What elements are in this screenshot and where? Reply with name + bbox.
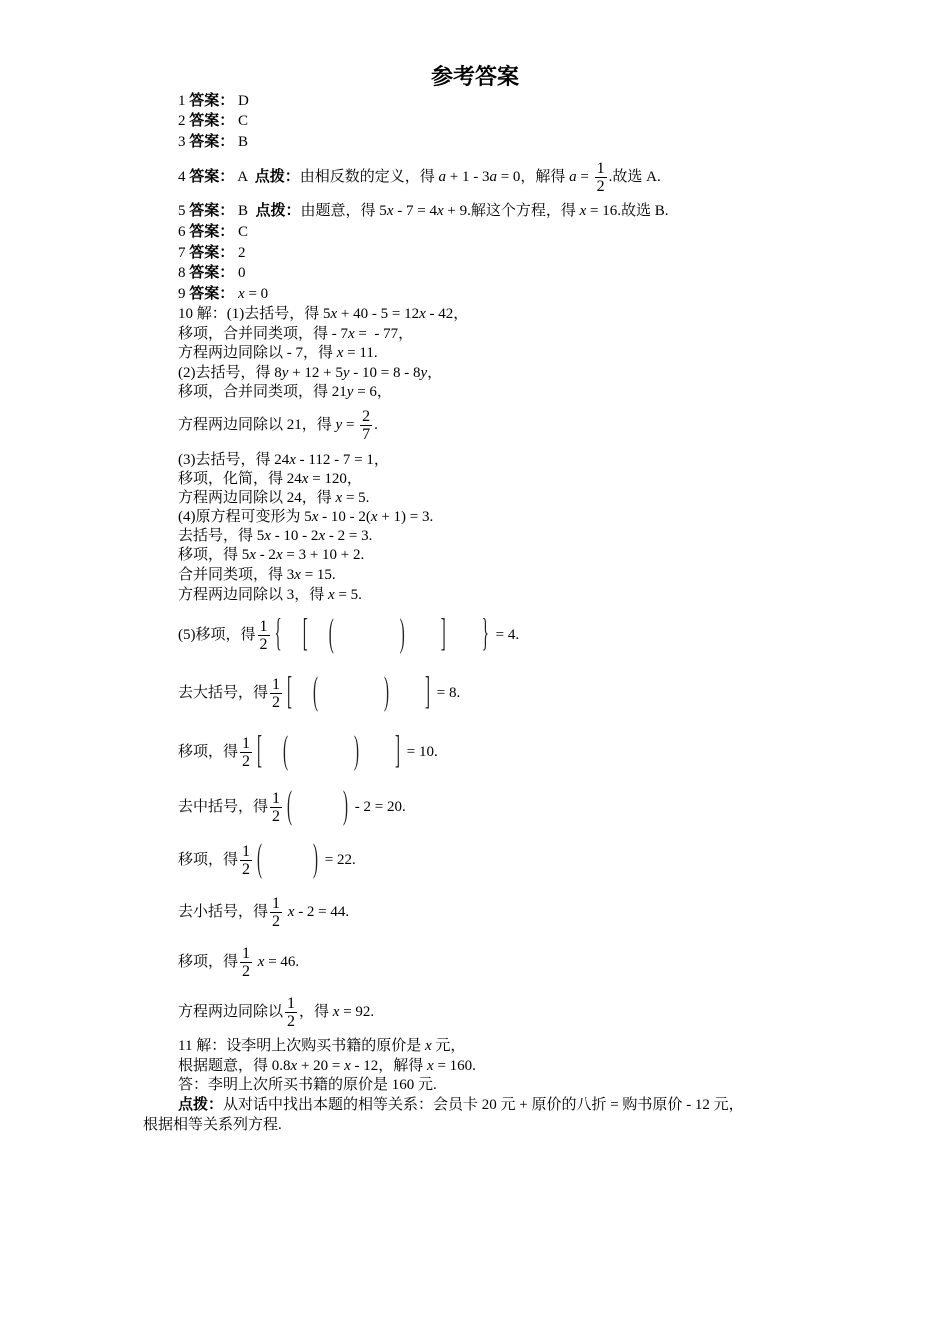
fraction [240, 945, 252, 980]
fraction [285, 995, 297, 1030]
text-run: = - 77， [354, 326, 414, 342]
text-run: 方程两边同除以 3，得 [178, 587, 329, 603]
math-variable: x [290, 1058, 298, 1074]
text-line [178, 284, 268, 304]
text-run: = 15. [300, 567, 336, 583]
math-variable: x [275, 547, 283, 563]
text-line [178, 672, 461, 714]
bold-label: 答案： [189, 93, 235, 109]
text-run: 7 [178, 245, 190, 261]
bracket: ] [395, 731, 401, 773]
fraction-numerator: 1 [242, 944, 251, 962]
text-line [178, 343, 378, 363]
text-run: 4 [178, 169, 190, 185]
text-run: .故选 A. [608, 169, 661, 185]
text-line [178, 222, 248, 242]
fraction-numerator: 1 [259, 617, 268, 635]
fraction-numerator: 1 [272, 675, 281, 693]
bold-label: 点拨： [254, 169, 300, 185]
bracket: ( [328, 614, 334, 656]
fraction-numerator: 1 [596, 159, 605, 177]
text-run: = 0，解得 [496, 169, 570, 185]
text-run: 根据相等关系列方程. [143, 1117, 282, 1133]
text-line [178, 614, 520, 656]
text-run: - 10 = 8 - 8 [349, 365, 421, 381]
math-variable: x [370, 509, 378, 525]
text-line [178, 1075, 437, 1095]
bracket: [ [287, 672, 293, 714]
text-run: + 1 - 3 [445, 169, 490, 185]
fraction [270, 895, 282, 930]
text-run [291, 742, 351, 762]
text-run: . [374, 417, 378, 433]
text-run: 方程两边同除以 21，得 [178, 417, 336, 433]
bracket: ) [399, 614, 405, 656]
text-run [337, 625, 397, 645]
text-line [178, 994, 375, 1030]
fraction-numerator: 2 [362, 407, 371, 425]
text-run [311, 625, 326, 645]
text-run: 合并同类项，得 3 [178, 567, 295, 583]
text-run: - 2 = 3. [325, 528, 373, 544]
math-variable: a [438, 169, 446, 185]
text-line [178, 488, 369, 508]
text-run: 移项，得 [178, 852, 239, 868]
bold-label: 答案： [189, 169, 235, 185]
text-run: 根据题意，得 0.8 [178, 1058, 291, 1074]
bracket: ] [440, 614, 446, 656]
text-run [362, 742, 392, 762]
text-run [265, 850, 310, 870]
text-run: 答：李明上次所买书籍的原价是 160 元. [178, 1077, 437, 1093]
text-line [178, 363, 442, 383]
text-run: (5)移项，得 [178, 627, 256, 643]
text-line [178, 91, 249, 111]
fraction-denominator: 7 [362, 425, 371, 443]
text-run: + 12 + 5 [288, 365, 343, 381]
fraction-denominator: 2 [242, 752, 251, 770]
text-line [178, 111, 248, 131]
text-run: = 11. [343, 345, 378, 361]
text-run: 移项，得 [178, 744, 239, 760]
math-variable: x [289, 452, 296, 468]
text-run: 由相反数的定义，得 [299, 169, 439, 185]
text-run: 元， [431, 1038, 466, 1054]
text-run: = 4. [491, 627, 520, 643]
math-variable: x [294, 567, 301, 583]
bracket: ) [343, 786, 349, 828]
text-run: B [234, 203, 256, 219]
text-line [178, 944, 300, 980]
text-line [178, 132, 248, 152]
text-line [178, 786, 406, 828]
text-run: = 6， [353, 384, 392, 400]
fraction [360, 408, 372, 443]
text-run: - 2 = 20. [351, 799, 406, 815]
fraction-numerator: 1 [242, 734, 251, 752]
text-run [408, 625, 438, 645]
math-variable: x [579, 203, 587, 219]
text-run: A [234, 169, 255, 185]
fraction [595, 160, 607, 195]
math-variable: x [301, 471, 309, 487]
fraction-denominator: 2 [596, 177, 605, 195]
fraction-denominator: 2 [272, 807, 281, 825]
math-variable: x [249, 547, 256, 563]
text-run: = 5. [334, 587, 362, 603]
text-run [449, 625, 479, 645]
text-line [178, 382, 392, 402]
text-run: - 10 - 2( [318, 509, 371, 525]
text-line [178, 839, 356, 881]
math-variable: x [344, 1058, 351, 1074]
math-variable: x [311, 509, 319, 525]
text-run: C [234, 113, 249, 129]
text-line [178, 324, 413, 344]
text-run: 移项，化简，得 24 [178, 471, 302, 487]
fraction-denominator: 2 [272, 912, 281, 930]
text-run: - 2 [255, 547, 276, 563]
text-run: = 46. [264, 954, 300, 970]
bracket: ) [354, 731, 360, 773]
text-run: - 12，解得 [350, 1058, 428, 1074]
text-line [143, 1115, 282, 1135]
text-line [178, 1036, 465, 1056]
text-run: 去中括号，得 [178, 799, 269, 815]
bracket: ( [313, 672, 319, 714]
math-variable: x [335, 490, 343, 506]
bold-label: 点拨： [255, 203, 301, 219]
bracket: ) [313, 839, 319, 881]
math-variable: x [257, 954, 265, 970]
bracket: ( [257, 839, 263, 881]
math-variable: a [489, 169, 497, 185]
bracket: ( [283, 731, 289, 773]
text-run: 去大括号，得 [178, 685, 269, 701]
text-run: + 1) = 3. [377, 509, 434, 525]
text-run: 6 [178, 224, 190, 240]
text-run: = 8. [433, 685, 461, 701]
fraction-numerator: 1 [272, 789, 281, 807]
math-variable: x [427, 1058, 434, 1074]
math-variable: y [420, 365, 428, 381]
math-variable: x [328, 587, 335, 603]
text-run: C [234, 224, 249, 240]
text-run: 移项，得 [178, 954, 239, 970]
math-variable: x [348, 326, 355, 342]
text-run: 2 [178, 113, 190, 129]
text-run: (3)去括号，得 24 [178, 452, 290, 468]
fraction-denominator: 2 [272, 693, 281, 711]
text-run [321, 683, 381, 703]
bold-label: 答案： [189, 286, 235, 302]
math-variable: y [346, 384, 354, 400]
text-run [285, 625, 300, 645]
fraction-numerator: 1 [287, 994, 296, 1012]
text-line [178, 263, 246, 283]
fraction-denominator: 2 [287, 1012, 296, 1030]
math-variable: x [386, 203, 394, 219]
text-run: = 3 + 10 + 2. [282, 547, 365, 563]
math-variable: a [569, 169, 577, 185]
bold-label: 点拨： [178, 1097, 224, 1113]
text-run: 10 解：(1)去括号，得 5 [178, 306, 331, 322]
bracket: [ [302, 614, 308, 656]
text-line [178, 507, 433, 527]
text-line [178, 894, 350, 930]
text-run: 移项，合并同类项，得 21 [178, 384, 347, 400]
bold-label: 答案： [189, 113, 235, 129]
bracket: } [481, 614, 489, 656]
text-run [295, 797, 340, 817]
math-variable: x [419, 306, 426, 322]
text-line [178, 1095, 744, 1115]
text-run: = [342, 417, 359, 433]
math-variable: x [330, 306, 338, 322]
math-variable: x [424, 1038, 432, 1054]
text-run: 方程两边同除以 - 7，得 [178, 345, 337, 361]
fraction [270, 790, 282, 825]
bold-label: 答案： [189, 245, 235, 261]
math-variable: y [342, 365, 350, 381]
math-variable: x [436, 203, 444, 219]
text-run: + 40 - 5 = 12 [337, 306, 420, 322]
text-run: 5 [178, 203, 190, 219]
math-variable: x [238, 286, 245, 302]
text-line [178, 565, 336, 585]
text-run: = 16.故选 B. [586, 203, 669, 219]
text-run: 方程两边同除以 24，得 [178, 490, 336, 506]
text-run: 从对话中找出本题的相等关系：会员卡 20 元 + 原价的八折 = 购书原价 - 12 元， [223, 1097, 744, 1113]
text-run: = [576, 169, 593, 185]
text-run: 8 [178, 265, 190, 281]
text-run: 3 [178, 134, 190, 150]
fraction-numerator: 1 [272, 894, 281, 912]
math-variable: x [287, 904, 295, 920]
fraction-denominator: 2 [242, 962, 251, 980]
fraction-denominator: 2 [259, 635, 268, 653]
text-run: ，得 [299, 1004, 333, 1020]
text-run: 0 [234, 265, 246, 281]
text-line [178, 731, 438, 773]
text-line [178, 469, 362, 489]
text-run: ， [427, 365, 443, 381]
text-run: 2 [234, 245, 246, 261]
text-run: = 92. [339, 1004, 375, 1020]
text-run: - 7 = 4 [393, 203, 437, 219]
text-run: = 120， [308, 471, 362, 487]
bold-label: 答案： [189, 203, 235, 219]
text-run: = 10. [403, 744, 438, 760]
text-run: 9 [178, 286, 190, 302]
fraction-denominator: 2 [242, 860, 251, 878]
fraction [270, 676, 282, 711]
fraction [240, 843, 252, 878]
text-line [178, 545, 364, 565]
bracket: ] [425, 672, 431, 714]
text-run: = 22. [321, 852, 356, 868]
math-variable: x [336, 345, 344, 361]
bracket: ) [384, 672, 390, 714]
text-run: + 20 = [297, 1058, 345, 1074]
text-line [178, 201, 668, 221]
text-run: 移项，合并同类项，得 - 7 [178, 326, 348, 342]
text-line [178, 1056, 476, 1076]
math-variable: y [281, 365, 289, 381]
text-run [295, 683, 310, 703]
text-run: 由题意，得 5 [300, 203, 387, 219]
text-run: + 9.解这个方程，得 [443, 203, 580, 219]
text-line [178, 526, 372, 546]
math-variable: x [332, 1004, 340, 1020]
bracket: ( [287, 786, 293, 828]
text-run: - 10 - 2 [270, 528, 319, 544]
bracket: { [274, 614, 282, 656]
fraction [258, 618, 270, 653]
text-line [178, 243, 246, 263]
text-run [265, 742, 280, 762]
text-line [178, 585, 362, 605]
text-run [392, 683, 422, 703]
text-run: (4)原方程可变形为 5 [178, 509, 312, 525]
text-run: 移项，得 5 [178, 547, 250, 563]
bold-label: 答案： [189, 224, 235, 240]
text-run: - 2 = 44. [294, 904, 350, 920]
fraction-numerator: 1 [242, 842, 251, 860]
text-line [178, 450, 389, 470]
math-variable: x [264, 528, 271, 544]
text-run: B [234, 134, 249, 150]
text-run: 去括号，得 5 [178, 528, 265, 544]
bold-label: 答案： [189, 134, 235, 150]
math-variable: y [335, 417, 343, 433]
text-run: 方程两边同除以 [178, 1004, 284, 1020]
text-line [178, 407, 378, 443]
text-run: = 160. [433, 1058, 476, 1074]
text-line [178, 159, 661, 195]
text-run: 1 [178, 93, 190, 109]
text-run: 去小括号，得 [178, 904, 269, 920]
page-title: 参考答案 [430, 64, 519, 89]
text-run: = 5. [342, 490, 370, 506]
bold-label: 答案： [189, 265, 235, 281]
bracket: [ [257, 731, 263, 773]
text-run: - 112 - 7 = 1， [295, 452, 389, 468]
fraction [240, 735, 252, 770]
text-line [178, 304, 468, 324]
text-run: (2)去括号，得 8 [178, 365, 282, 381]
text-run: D [234, 93, 249, 109]
text-run: = 0 [244, 286, 269, 302]
text-run: 11 解：设李明上次购买书籍的原价是 [178, 1038, 425, 1054]
math-variable: x [318, 528, 326, 544]
text-run: - 42， [425, 306, 469, 322]
